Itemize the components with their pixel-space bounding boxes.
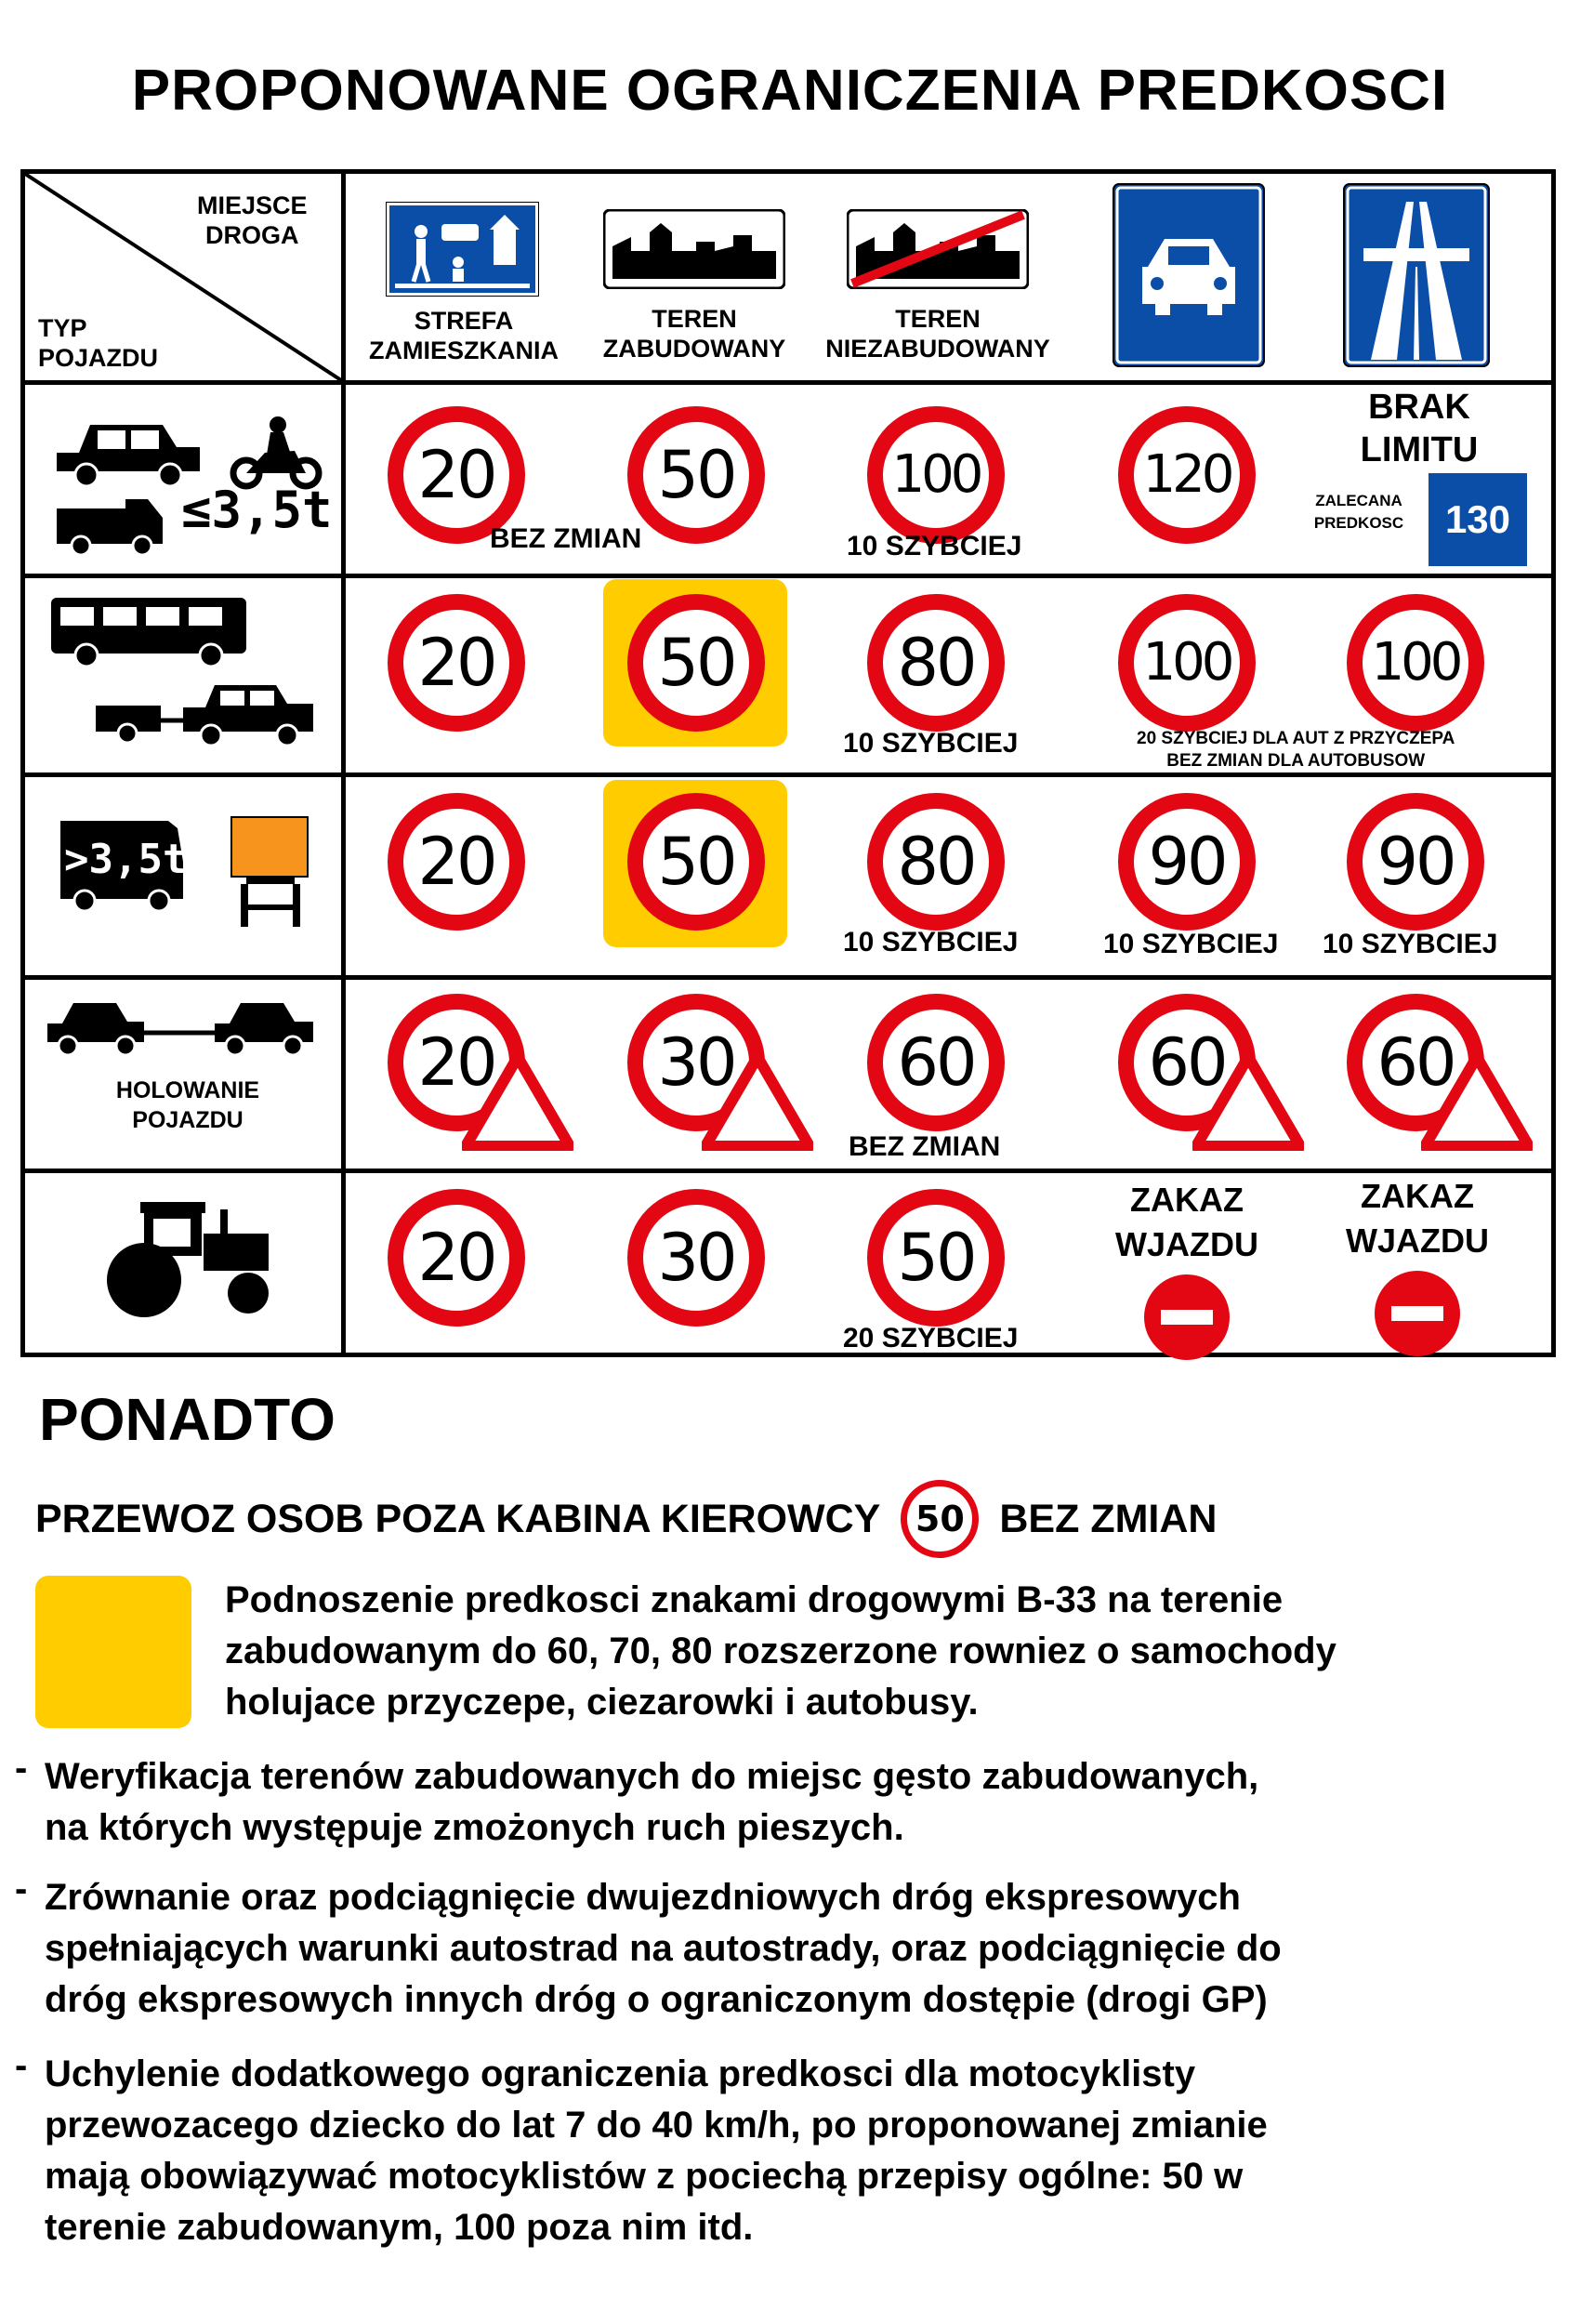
speed-sign: 20 <box>388 793 525 931</box>
column-label-residential-zone: STREFA ZAMIESZKANIA <box>369 307 559 364</box>
no-entry-label: ZAKAZ WJAZDU <box>1115 1181 1258 1263</box>
bullet-line: terenie zabudowanym, 100 poza nim itd. <box>45 2207 754 2248</box>
speed-sign: 30 <box>627 994 765 1131</box>
b33-legend-line: Podnoszenie predkosci znakami drogowymi B-33 na terenie <box>225 1579 1284 1620</box>
row-note: 10 SZYBCIEJ <box>1323 929 1498 959</box>
expressway-sign-icon <box>1113 183 1265 367</box>
built-up-area-sign-icon <box>603 209 785 289</box>
speed-sign: 50 <box>627 594 765 732</box>
row-note: BEZ ZMIAN <box>490 523 642 554</box>
row-divider <box>25 975 1551 980</box>
bullet-line: Weryfikacja terenów zabudowanych do miejsc gęsto zabudowanych, <box>45 1756 1259 1797</box>
speed-sign: 90 <box>1347 793 1484 931</box>
speed-sign: 20 <box>388 1189 525 1327</box>
bus-and-car-with-trailer-icon <box>44 592 323 750</box>
recommended-speed-sign: 130 <box>1429 473 1527 566</box>
bullet-dash: - <box>15 2045 28 2086</box>
recommended-speed-label: ZALECANA PREDKOSC <box>1313 492 1404 532</box>
row-divider <box>25 380 1551 385</box>
column-label-non-built-up: TEREN NIEZABUDOWANY <box>825 305 1050 363</box>
speed-sign: 60 <box>1118 994 1256 1131</box>
b33-legend-line: zabudowanym do 60, 70, 80 rozszerzone rowniez o samochody <box>225 1631 1336 1671</box>
rule-text: PRZEWOZ OSOB POZA KABINA KIEROWCY <box>35 1496 881 1541</box>
speed-limit-table <box>20 169 1556 1357</box>
row-note: BEZ ZMIAN <box>849 1131 1001 1162</box>
tractor-icon <box>99 1196 276 1317</box>
speed-sign: 20 <box>388 994 525 1131</box>
towing-label: HOLOWANIE POJAZDU <box>115 1077 260 1133</box>
bullet-dash: - <box>15 1868 28 1909</box>
speed-sign: 100 <box>867 406 1005 544</box>
section-heading: PONADTO <box>39 1386 336 1453</box>
end-built-up-area-sign-icon <box>847 209 1029 289</box>
corner-top-label: MIEJSCE DROGA <box>197 191 308 249</box>
column-divider <box>341 174 346 1353</box>
no-entry-sign-icon <box>1375 1271 1460 1356</box>
bullet-line: na których występuje zmożonych ruch pieszych. <box>45 1807 904 1848</box>
speed-sign: 50 <box>627 793 765 931</box>
weight-limit-label: ≤3,5t <box>181 481 333 539</box>
speed-sign: 80 <box>867 594 1005 732</box>
speed-sign: 50 <box>867 1189 1005 1327</box>
motorway-sign-icon <box>1343 183 1490 367</box>
rule-text: BEZ ZMIAN <box>999 1496 1218 1541</box>
speed-sign: 50 <box>627 406 765 544</box>
row-note: 10 SZYBCIEJ <box>843 728 1019 759</box>
passenger-transport-rule <box>35 1480 1217 1558</box>
warning-triangle-icon <box>462 1053 573 1151</box>
bullet-line: spełniających warunki autostrad na autostrady, oraz podciągnięcie do <box>45 1928 1282 1969</box>
row-note: 10 SZYBCIEJ <box>847 531 1022 561</box>
row-note: 10 SZYBCIEJ <box>843 927 1019 957</box>
speed-sign: 60 <box>1347 994 1484 1131</box>
row-divider <box>25 1169 1551 1173</box>
warning-triangle-icon <box>702 1053 813 1151</box>
speed-sign: 20 <box>388 406 525 544</box>
speed-sign: 60 <box>867 994 1005 1131</box>
b33-legend-swatch <box>35 1576 191 1728</box>
row-divider <box>25 772 1551 777</box>
bullet-line: dróg ekspresowych innych dróg o ograniczonym dostępie (drogi GP) <box>45 1979 1268 2020</box>
bullet-line: mają obowiązywać motocyklistów z pociechą przepisy ogólne: 50 w <box>45 2156 1244 2197</box>
speed-sign: 30 <box>627 1189 765 1327</box>
b33-legend-line: holujace przyczepe, ciezarowki i autobusy. <box>225 1682 979 1723</box>
bullet-line: Zrównanie oraz podciągnięcie dwujezdniowych dróg ekspresowych <box>45 1877 1241 1918</box>
row-note: 20 SZYBCIEJ <box>843 1323 1019 1353</box>
no-limit-label: BRAK LIMITU <box>1360 388 1479 469</box>
speed-sign: 50 <box>901 1480 979 1558</box>
row-divider <box>25 574 1551 578</box>
no-entry-label: ZAKAZ WJAZDU <box>1346 1177 1489 1260</box>
speed-sign: 100 <box>1118 594 1256 732</box>
speed-sign: 80 <box>867 793 1005 931</box>
speed-sign: 120 <box>1118 406 1256 544</box>
warning-triangle-icon <box>1192 1053 1304 1151</box>
speed-sign: 100 <box>1347 594 1484 732</box>
no-entry-sign-icon <box>1144 1274 1230 1360</box>
warning-triangle-icon <box>1421 1053 1533 1151</box>
speed-sign: 20 <box>388 594 525 732</box>
column-label-built-up: TEREN ZABUDOWANY <box>602 305 786 363</box>
speed-sign: 90 <box>1118 793 1256 931</box>
bullet-line: Uchylenie dodatkowego ograniczenia predkosci dla motocyklisty <box>45 2053 1196 2094</box>
towing-vehicle-icon <box>44 996 323 1061</box>
corner-bottom-label: TYP POJAZDU <box>38 314 159 372</box>
bullet-line: przewozacego dziecko do lat 7 do 40 km/h, po proponowanej zmianie <box>45 2105 1268 2146</box>
bullet-dash: - <box>15 1748 28 1789</box>
residential-zone-sign-icon <box>386 202 539 297</box>
weight-limit-label: >3,5t <box>64 836 188 883</box>
row-note: 20 SZYBCIEJ DLA AUT Z PRZYCZEPA BEZ ZMIAN DLA AUTOBUSOW <box>1137 729 1455 771</box>
page-title: PROPONOWANE OGRANICZENIA PREDKOSCI <box>131 59 1449 123</box>
row-note: 10 SZYBCIEJ <box>1103 929 1279 959</box>
